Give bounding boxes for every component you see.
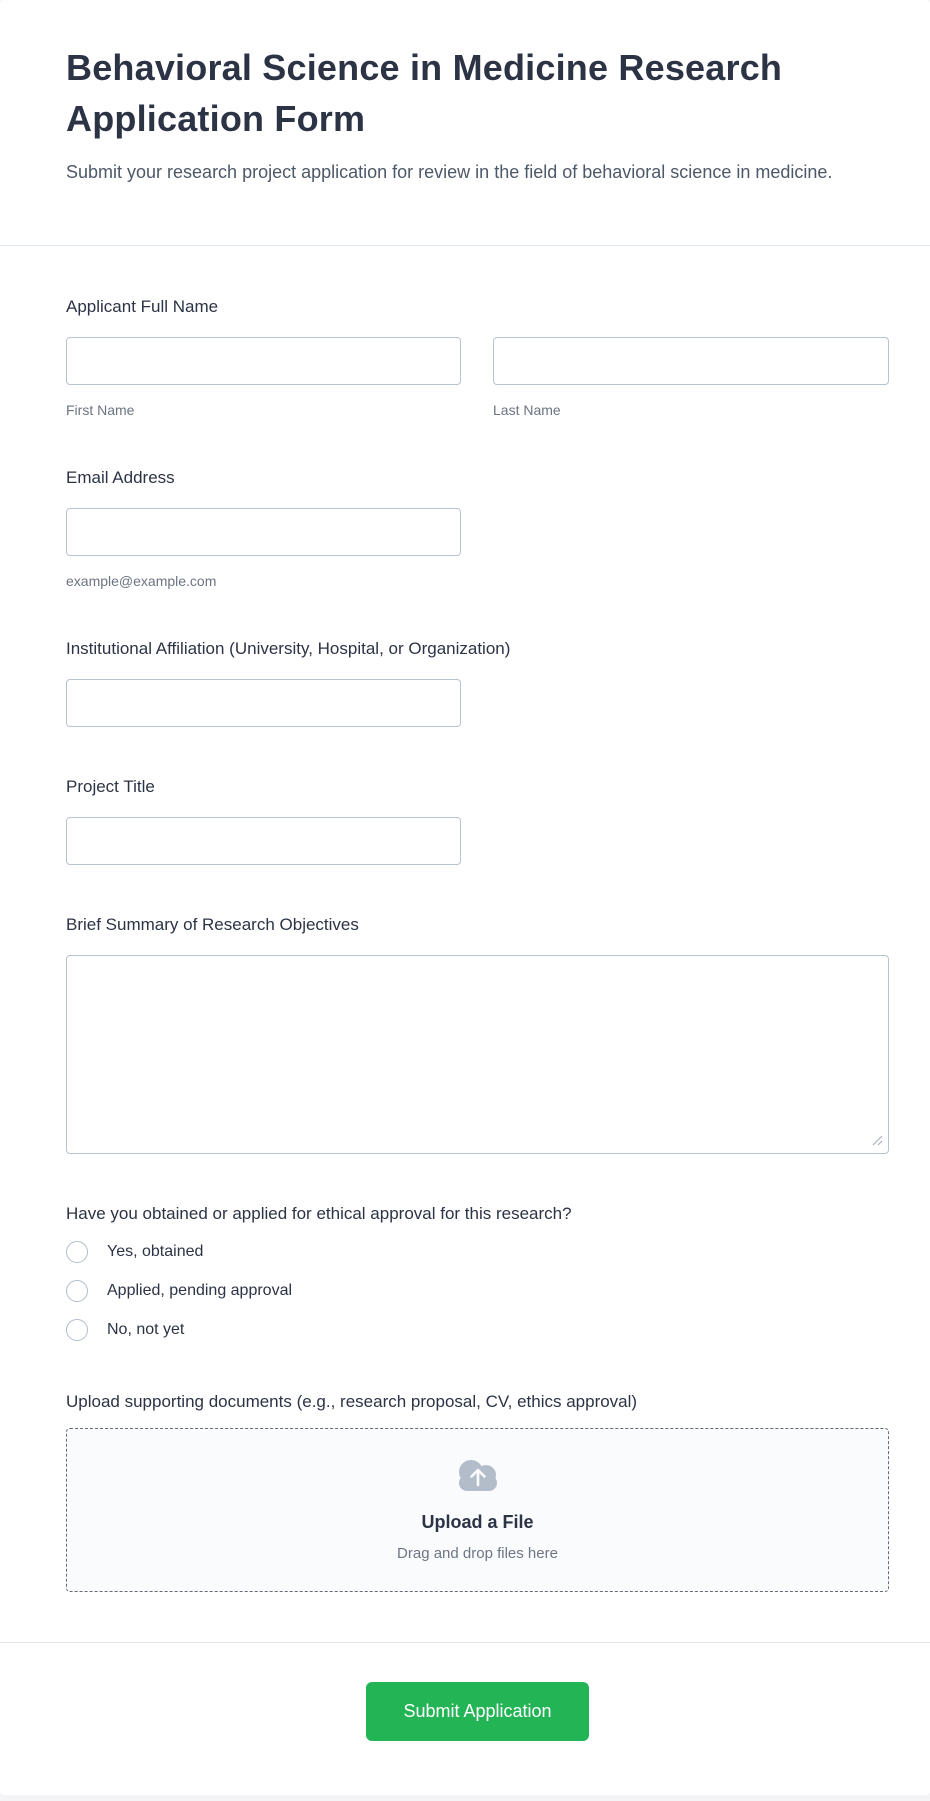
name-row <box>66 337 889 418</box>
first-name-sublabel: First Name <box>66 401 135 418</box>
affiliation-label: Institutional Affiliation (University, Hospital, or Organization) <box>66 638 511 658</box>
radio-option-no-not-yet[interactable] <box>66 1318 889 1342</box>
radio-circle-icon[interactable] <box>66 1319 88 1341</box>
full-name-label: Applicant Full Name <box>66 296 219 316</box>
email-input[interactable] <box>66 508 461 556</box>
form-body <box>0 246 930 1741</box>
field-email <box>66 468 889 589</box>
last-name-col <box>493 337 889 418</box>
summary-textarea[interactable] <box>66 955 889 1154</box>
summary-textarea-wrap <box>66 955 889 1154</box>
field-full-name <box>66 297 889 418</box>
submit-row <box>66 1643 889 1741</box>
last-name-sublabel: Last Name <box>493 401 561 418</box>
radio-option-yes-obtained[interactable] <box>66 1240 889 1264</box>
cloud-upload-icon <box>452 1455 504 1495</box>
page-title: Behavioral Science in Medicine Research Application Form <box>66 47 783 140</box>
upload-title: Upload a File <box>421 1511 534 1532</box>
field-project-title <box>66 777 889 865</box>
radio-label: Applied, pending approval <box>107 1281 293 1299</box>
field-ethics <box>66 1204 889 1342</box>
summary-label: Brief Summary of Research Objectives <box>66 914 359 934</box>
file-dropzone[interactable] <box>66 1428 889 1592</box>
resize-handle-icon[interactable] <box>872 1135 883 1146</box>
email-label: Email Address <box>66 467 175 487</box>
last-name-input[interactable] <box>493 337 889 385</box>
upload-hint: Drag and drop files here <box>397 1544 558 1562</box>
page-subtitle: Submit your research project application for review in the field of behavioral science in medicine. <box>66 162 833 183</box>
email-sublabel: example@example.com <box>66 572 217 589</box>
field-affiliation <box>66 639 889 727</box>
project-title-label: Project Title <box>66 776 155 796</box>
form-header <box>0 0 930 245</box>
ethics-question-label: Have you obtained or applied for ethical approval for this research? <box>66 1203 572 1223</box>
radio-circle-icon[interactable] <box>66 1241 88 1263</box>
field-upload <box>66 1392 889 1592</box>
field-summary <box>66 915 889 1154</box>
submit-button[interactable]: Submit Application <box>366 1682 589 1741</box>
upload-label: Upload supporting documents (e.g., research proposal, CV, ethics approval) <box>66 1391 638 1411</box>
first-name-input[interactable] <box>66 337 461 385</box>
radio-option-applied-pending[interactable] <box>66 1279 889 1303</box>
radio-label: Yes, obtained <box>107 1242 204 1260</box>
radio-label: No, not yet <box>107 1320 185 1338</box>
affiliation-input[interactable] <box>66 679 461 727</box>
project-title-input[interactable] <box>66 817 461 865</box>
first-name-col <box>66 337 461 418</box>
radio-circle-icon[interactable] <box>66 1280 88 1302</box>
